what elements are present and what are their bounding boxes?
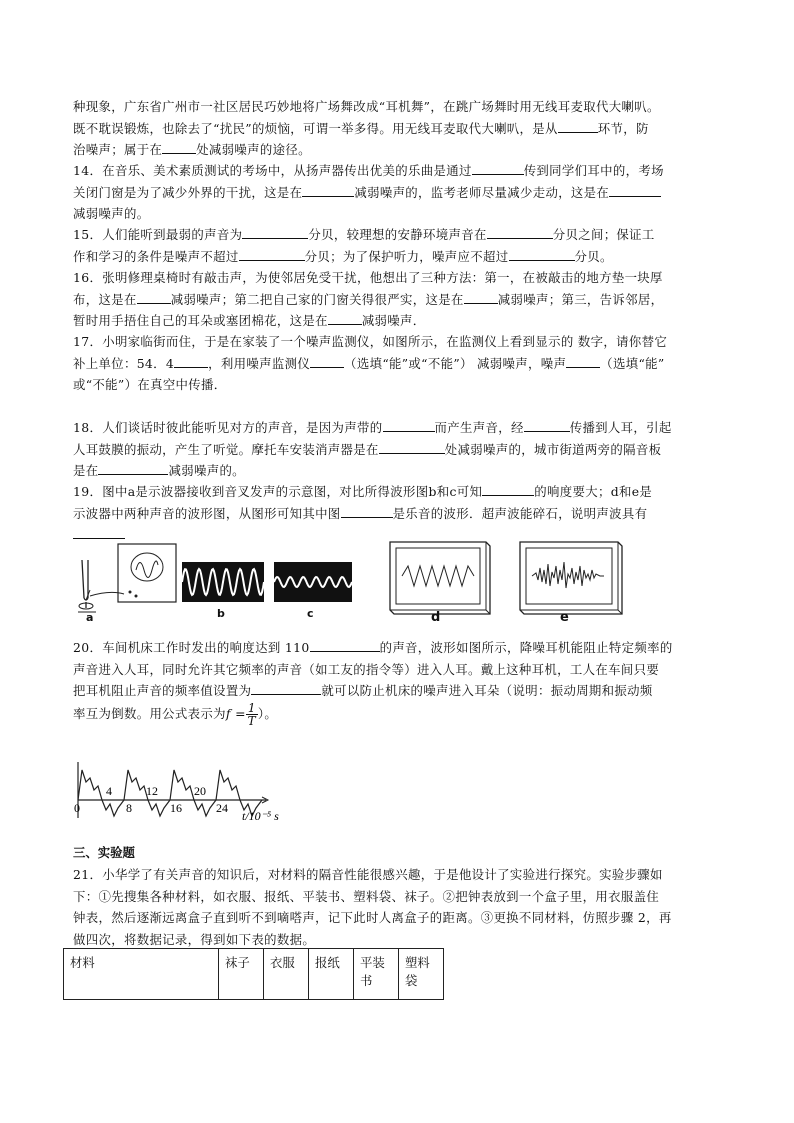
formula-fraction: $\frac{1}{T}$ [247,700,257,728]
answer-blank[interactable] [341,504,393,518]
tick-label: 16 [170,801,182,815]
table-cell: 衣服 [264,949,309,1000]
answer-blank[interactable] [310,354,344,368]
table-cell: 袜子 [219,949,264,1000]
q17-paragraph: 17．小明家临街而住，于是在家装了一个噪声监测仪，如图所示，在监测仪上看到显示的 数字，请你替它 补上单位：54．4 ，利用噪声监测仪 （选填“能”或“不能”） 减弱噪声，噪声 （选填“能” 或“不能”）在真空中传播． [73,334,668,393]
tick-label: 12 [146,784,158,798]
answer-blank[interactable] [566,354,600,368]
answer-blank[interactable] [162,140,196,154]
tick-label: 8 [126,801,132,815]
answer-blank[interactable] [174,354,208,368]
waveform-b [182,562,264,602]
q18-paragraph: 18．人们谈话时彼此能听见对方的声音，是因为声带的 而产生声音，经 传播到人耳，引起 人耳鼓膜的振动，产生了听觉。摩托车安装消声器是在 处减弱噪声的，城市街道两旁的隔音板 是在 减弱噪声的。 [73,420,672,479]
answer-blank[interactable] [73,525,125,539]
table-cell: 平装书 [354,949,399,1000]
oscilloscope-d [388,540,492,616]
tuning-fork-oscilloscope-figure [70,540,180,620]
answer-blank[interactable] [558,119,598,133]
tick-label: 4 [106,784,112,798]
tick-label: 24 [216,801,228,815]
waveform-c [274,562,352,602]
answer-blank[interactable] [98,461,168,475]
figure-19 [70,540,610,630]
answer-blank[interactable] [383,418,435,432]
q19-paragraph: 19．图中a是示波器接收到音叉发声的示意图，对比所得波形图b和c可知 的响度要大；d和e是 示波器中两种声音的波形图，从图形可知其中图 是乐音的波形．超声波能碎石，说明声波具有 [73,481,723,546]
table-cell: 塑料袋 [399,949,444,1000]
section-title: 三、实验题 [73,845,135,860]
answer-blank[interactable] [302,183,354,197]
tick-label: 0 [74,801,80,815]
answer-blank[interactable] [242,225,308,239]
q13-paragraph: 种现象，广东省广州市一社区居民巧妙地将广场舞改成“耳机舞”，在跳广场舞时用无线耳麦取代大喇叭。 既不耽误锻炼，也除去了“扰民”的烦恼，可谓一举多得。用无线耳麦取代大喇叭，是从 环节，防 治噪声；属于在 处减弱噪声的途径。 [73,99,660,158]
answer-blank[interactable] [487,225,553,239]
figure-label-d: d [431,610,441,625]
q14-paragraph: 14．在音乐、美术素质测试的考场中，从扬声器传出优美的乐曲是通过 传到同学们耳中的，考场 关闭门窗是为了减少外界的干扰，这是在 减弱噪声的，监考老师尽量减少走动，这是在 减弱噪声的。 [73,163,664,222]
figure-20-waveform [66,760,306,830]
answer-blank[interactable] [472,161,524,175]
answer-blank[interactable] [379,440,445,454]
axis-label: t/10⁻⁵ s [242,809,279,823]
q13-line1: 种现象，广东省广州市一社区居民巧妙地将广场舞改成“耳机舞”，在跳广场舞时用无线耳麦取代大喇叭。 [73,99,660,114]
table-cell: 报纸 [309,949,354,1000]
q16-paragraph: 16．张明修理桌椅时有敲击声，为使邻居免受干扰，他想出了三种方法：第一，在被敲击的地方垫一块厚 布，这是在 减弱噪声；第二把自己家的门窗关得很严实，这是在 减弱噪声；第三，告诉邻居， 暂时用手捂住自己的耳朵或塞团棉花，这是在 减弱噪声． [73,270,664,329]
table-cell: 材料 [64,949,219,1000]
table-row [64,949,444,1000]
q21-paragraph: 21．小华学了有关声音的知识后，对材料的隔音性能很感兴趣，于是他设计了实验进行探究。实验步骤如 下：①先搜集各种材料，如衣服、报纸、平装书、塑料袋、袜子。②把钟表放到一个盒子里，用衣服盖住 钟表，然后逐渐远离盒子直到听不到嘀嗒声，记下此时人离盒子的距离。③更换不同材料，仿照步骤 2，再 做四次，将数据记录，得到如下表的数据。 [73,867,672,947]
materials-table [63,948,444,1000]
answer-blank[interactable] [310,638,380,652]
q20-paragraph: 20．车间机床工作时发出的响度达到 110 的声音，波形如图所示，降噪耳机能阻止特定频率的 声音进入人耳，同时允许其它频率的声音（如工友的指令等）进入人耳。戴上这种耳机，工人在车间只要 把耳机阻止声音的频率值设置为 就可以防止机床的噪声进入耳朵（说明：振动周期和振动频 率互为倒数。用公式表示为f = $\frac{1}{T}$ ）。 [73,640,673,728]
answer-blank[interactable] [137,290,171,304]
answer-blank[interactable] [482,482,534,496]
answer-blank[interactable] [509,247,575,261]
answer-blank[interactable] [239,247,305,261]
figure-label-b: b [217,607,225,620]
figure-label-a: a [86,611,94,624]
answer-blank[interactable] [609,183,661,197]
answer-blank[interactable] [464,290,498,304]
oscilloscope-e [518,540,624,616]
answer-blank[interactable] [524,418,570,432]
answer-blank[interactable] [251,681,321,695]
tick-label: 20 [194,784,206,798]
answer-blank[interactable] [328,311,362,325]
figure-label-c: c [307,607,314,620]
formula-lhs: f = [225,705,246,721]
q15-paragraph: 15．人们能听到最弱的声音为 分贝，较理想的安静环境声音在 分贝之间；保证工 作和学习的条件是噪声不超过 分贝；为了保护听力，噪声应不超过 分贝。 [73,227,655,264]
figure-label-e: e [560,610,569,625]
